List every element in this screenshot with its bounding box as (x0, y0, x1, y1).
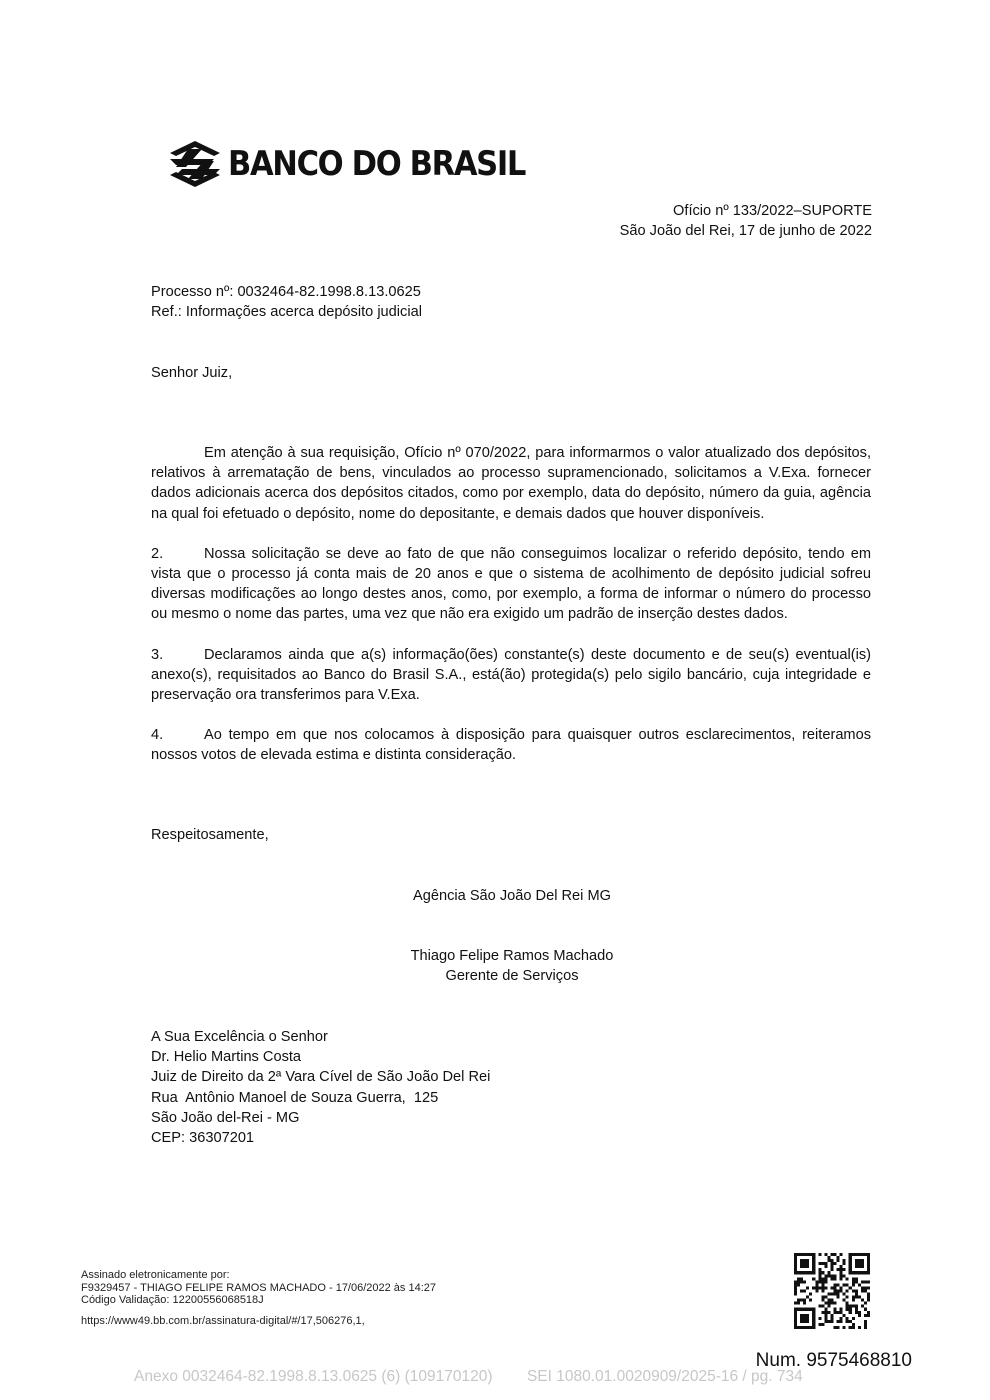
oficio-number: Ofício nº 133/2022–SUPORTE (673, 203, 872, 219)
paragraph-text: Declaramos ainda que a(s) informação(ões) constante(s) deste documento e de seu(s) eventual(is) anexo(s), requisitados ao Banco do Brasil S.A., está(ão) protegida(s) pelo sigilo bancário, cuja integridade e preservação ora transferimos para V.Exa. (151, 646, 871, 704)
addressee-line: São João del-Rei - MG (151, 1109, 300, 1126)
addressee-line: Rua Antônio Manoel de Souza Guerra, 125 (151, 1089, 439, 1106)
letter-header (620, 201, 872, 241)
annex-watermark: Anexo 0032464-82.1998.8.13.0625 (6) (109170120) SEI 1080.01.0020909/2025-16 / pg. 734 (134, 1368, 803, 1385)
closing: Respeitosamente, (151, 827, 269, 843)
paragraph-number: 2. (151, 545, 164, 562)
signature-label: Assinado eletronicamente por: (81, 1269, 230, 1281)
reference-block (151, 282, 422, 322)
addressee-line: A Sua Excelência o Senhor (151, 1029, 328, 1045)
logo-text: BANCO DO BRASIL (228, 144, 526, 184)
salutation: Senhor Juiz, (151, 365, 233, 381)
addressee-block (151, 1027, 490, 1148)
electronic-signature (81, 1269, 436, 1307)
signatory (300, 946, 724, 986)
reference-subject: Ref.: Informações acerca depósito judicial (151, 304, 422, 321)
paragraph-1 (151, 443, 871, 524)
signature-validation-code: Código Validação: 12200556068518J (81, 1294, 264, 1306)
addressee-line: Dr. Helio Martins Costa (151, 1049, 302, 1066)
paragraph-4 (151, 725, 871, 765)
signatory-name: Thiago Felipe Ramos Machado (410, 948, 614, 964)
paragraph-number: 4. (151, 727, 164, 744)
paragraph-text: Em atenção à sua requisição, Ofício nº 070/2022, para informarmos o valor atualizado dos depósitos, relativos à arrematação de bens, vinculados ao processo supramencionado, solicitamos a V.Exa. fornecer dados adicionais acerca dos depósitos citados, como por exemplo, data do depósito, número da guia, agência na qual foi efetuado o depósito, nome do depositante, e demais dados que houver disponíveis. (151, 445, 871, 522)
banco-do-brasil-logo-icon (168, 139, 222, 189)
bank-logo (168, 138, 526, 190)
agency-name: Agência São João Del Rei MG (413, 888, 611, 904)
paragraph-3 (151, 645, 871, 706)
paragraph-text: Nossa solicitação se deve ao fato de que não conseguimos localizar o referido depósito, tendo em vista que o processo já conta mais de 20 anos e que o sistema de acolhimento de depósito judicial sofreu diversas modificações ao longo destes anos, como, por exemplo, a forma de informar o número do processo ou mesmo o nome das partes, uma vez que não era exigido um padrão de inserção destes dados. (151, 545, 871, 623)
processo-number: Processo nº: 0032464-82.1998.8.13.0625 (151, 284, 421, 300)
addressee-line: Juiz de Direito da 2ª Vara Cível de São João Del Rei (151, 1069, 491, 1086)
paragraph-2 (151, 544, 871, 625)
signatory-role: Gerente de Serviços (445, 968, 579, 985)
paragraph-number: 3. (151, 646, 164, 663)
paragraph-text: Ao tempo em que nos colocamos à disposição para quaisquer outros esclarecimentos, reiteramos nossos votos de elevada estima e distinta consideração. (151, 727, 871, 764)
qr-code-icon (794, 1253, 870, 1329)
signature-signer: F9329457 - THIAGO FELIPE RAMOS MACHADO - 17/06/2022 às 14:27 (81, 1281, 437, 1294)
letter-body (151, 443, 871, 786)
signature-url: https://www49.bb.com.br/assinatura-digital/#/17,506276,1, (81, 1315, 365, 1327)
date-line: São João del Rei, 17 de junho de 2022 (619, 223, 872, 240)
addressee-line: CEP: 36307201 (151, 1130, 255, 1147)
document-number: Num. 9575468810 (755, 1350, 912, 1371)
